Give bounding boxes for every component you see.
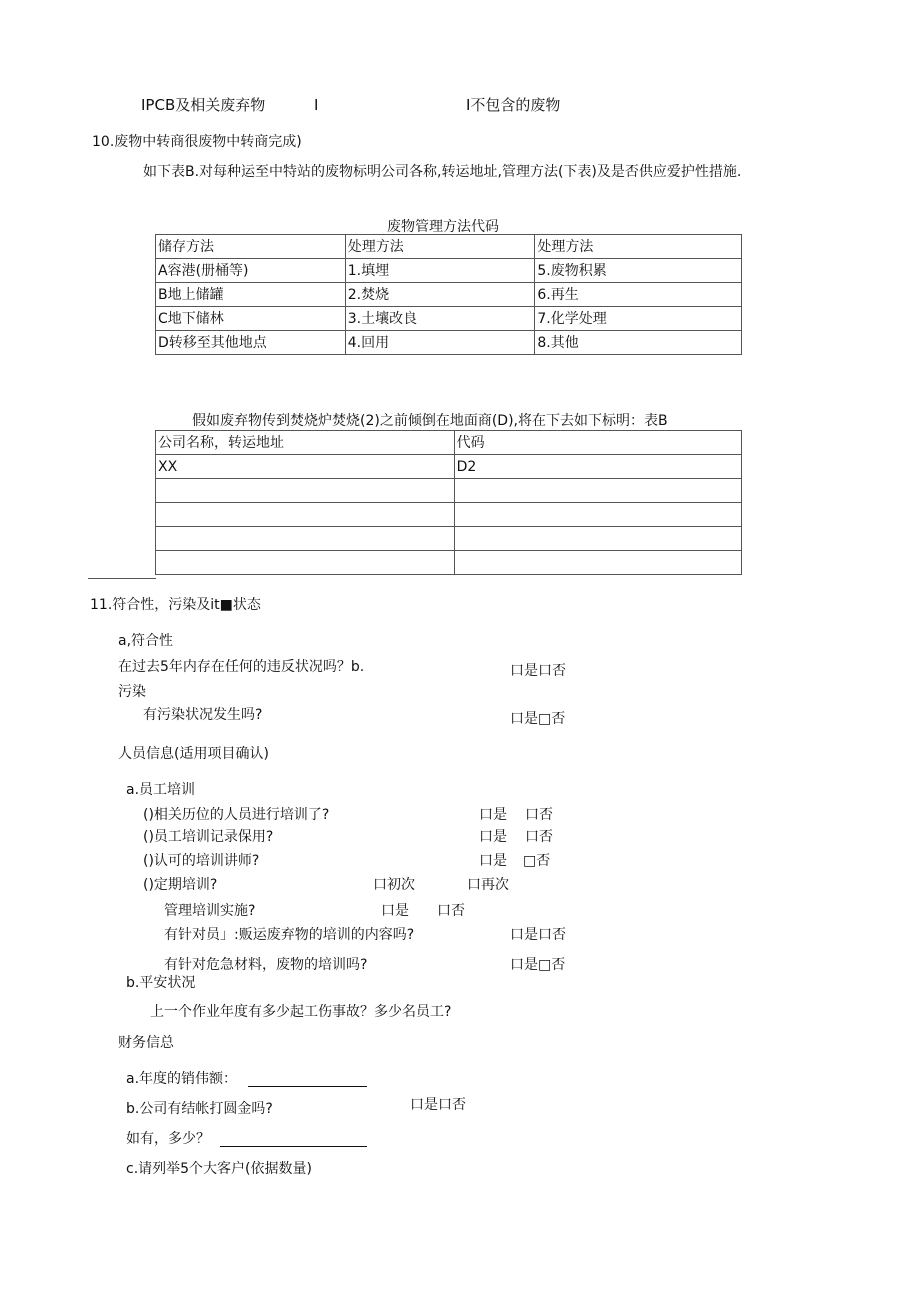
waste-included-label: IPCB及相关废弃物 xyxy=(141,96,266,114)
table-cell xyxy=(454,503,741,527)
table-row xyxy=(156,307,742,331)
training-q6-options[interactable]: 口是口否 xyxy=(510,927,566,943)
section10-intro: 如下表B.对每种运至中特站的废物标明公司各称,转运地址,管理方法(下表)及是否供应爱护性措施. xyxy=(143,164,742,180)
training-q4-first[interactable]: 口初次 xyxy=(373,877,415,893)
training-q2: ()员工培训记录保用? xyxy=(143,829,274,845)
table-cell xyxy=(156,551,455,575)
table-cell: 8.其他 xyxy=(535,331,742,355)
table-b xyxy=(155,430,742,575)
table-cell: 5.废物积累 xyxy=(535,259,742,283)
training-q4: ()定期培训? xyxy=(143,877,218,893)
annual-sales-field[interactable] xyxy=(248,1072,367,1087)
table-cell: 6.再生 xyxy=(535,283,742,307)
training-q3-no[interactable]: □否 xyxy=(523,853,551,869)
table-cell: 3.土壤改良 xyxy=(345,307,535,331)
settlement-question: b.公司有结帐打圆金吗? xyxy=(126,1101,273,1117)
table-cell: B地上储罐 xyxy=(156,283,346,307)
violation-question: 在过去5年内存在任何的违反状况吗？b. xyxy=(118,659,365,675)
table-header-cell: 处理方法 xyxy=(345,235,535,259)
table-row xyxy=(156,283,742,307)
compliance-label: a,符合性 xyxy=(118,633,174,649)
safety-label: b.平安状况 xyxy=(126,975,196,991)
table-header-cell: 公司名称，转运地址 xyxy=(156,431,455,455)
training-q7-options[interactable]: 口是□否 xyxy=(510,957,566,973)
safety-question: 上一个作业年度有多少起工伤事故？多少名员工? xyxy=(150,1004,452,1020)
table-row xyxy=(156,503,742,527)
table-header-cell: 处理方法 xyxy=(535,235,742,259)
section10-title: 10.废物中转商很废物中转商完成) xyxy=(92,134,302,150)
waste-excluded-label: I不包含的废物 xyxy=(466,96,561,114)
table-cell xyxy=(454,527,741,551)
table-cell: XX xyxy=(156,455,455,479)
training-q2-no[interactable]: 口否 xyxy=(525,829,553,845)
table-cell: 1.填埋 xyxy=(345,259,535,283)
table-row xyxy=(156,479,742,503)
training-q1: ()相关历位的人员进行培训了? xyxy=(143,807,330,823)
table-cell: 4.回用 xyxy=(345,331,535,355)
table-cell: D转移至其他地点 xyxy=(156,331,346,355)
top-customers-label: c.请列举5个大客户(依据数量) xyxy=(126,1161,312,1177)
table-cell xyxy=(156,503,455,527)
training-q3: ()认可的培训讲师? xyxy=(143,853,260,869)
amount-field[interactable] xyxy=(220,1132,367,1147)
table-row xyxy=(156,551,742,575)
training-q6: 有针对员」:贩运废弃物的培训的内容吗? xyxy=(164,927,415,943)
table-cell: D2 xyxy=(454,455,741,479)
amount-label: 如有，多少？ xyxy=(126,1131,210,1147)
section11-title: 11.符合性，污染及it■状态 xyxy=(90,597,261,613)
table-header-row xyxy=(156,431,742,455)
table-row xyxy=(156,527,742,551)
table-row xyxy=(156,259,742,283)
training-q1-no[interactable]: 口否 xyxy=(525,807,553,823)
code-table-caption: 废物管理方法代码 xyxy=(387,219,499,235)
training-q7: 有针对危急材料，废物的培训吗? xyxy=(164,957,368,973)
training-q5: 管理培训实施? xyxy=(164,903,256,919)
pollution-label: 污染 xyxy=(118,684,146,700)
table-row xyxy=(156,455,742,479)
table-cell: C地下储林 xyxy=(156,307,346,331)
table-cell: 2.焚烧 xyxy=(345,283,535,307)
training-q4-again[interactable]: 口再次 xyxy=(467,877,509,893)
training-label: a.员工培训 xyxy=(126,782,196,798)
training-q1-yes[interactable]: 口是 xyxy=(479,807,507,823)
training-q5-yes[interactable]: 口是 xyxy=(381,903,409,919)
table-b-caption: 假如废弃物传到焚烧炉焚烧(2)之前倾倒在地面商(D),将在下去如下标明：表B xyxy=(192,413,668,429)
finance-title: 财务信总 xyxy=(118,1035,174,1051)
pollution-question: 有污染状况发生吗? xyxy=(143,707,263,723)
table-row xyxy=(156,331,742,355)
violation-options[interactable]: 口是口否 xyxy=(510,663,566,679)
pollution-options[interactable]: 口是□否 xyxy=(510,711,566,727)
training-q3-yes[interactable]: 口是 xyxy=(479,853,507,869)
table-cell xyxy=(156,527,455,551)
table-header-cell: 储存方法 xyxy=(156,235,346,259)
personnel-title: 人员信息(适用项目确认) xyxy=(118,746,269,762)
table-cell: A容港(册桶等) xyxy=(156,259,346,283)
code-table xyxy=(155,234,742,355)
table-header-row xyxy=(156,235,742,259)
training-q5-no[interactable]: 口否 xyxy=(437,903,465,919)
training-q2-yes[interactable]: 口是 xyxy=(479,829,507,845)
annual-sales-label: a.年度的销伟额： xyxy=(126,1071,238,1087)
table-cell xyxy=(454,551,741,575)
settlement-options[interactable]: 口是口否 xyxy=(410,1097,466,1113)
table-cell xyxy=(454,479,741,503)
waste-separator: I xyxy=(314,96,319,114)
table-cell: 7.化学处理 xyxy=(535,307,742,331)
table-b-left-rule xyxy=(88,578,156,579)
table-cell xyxy=(156,479,455,503)
table-header-cell: 代码 xyxy=(454,431,741,455)
